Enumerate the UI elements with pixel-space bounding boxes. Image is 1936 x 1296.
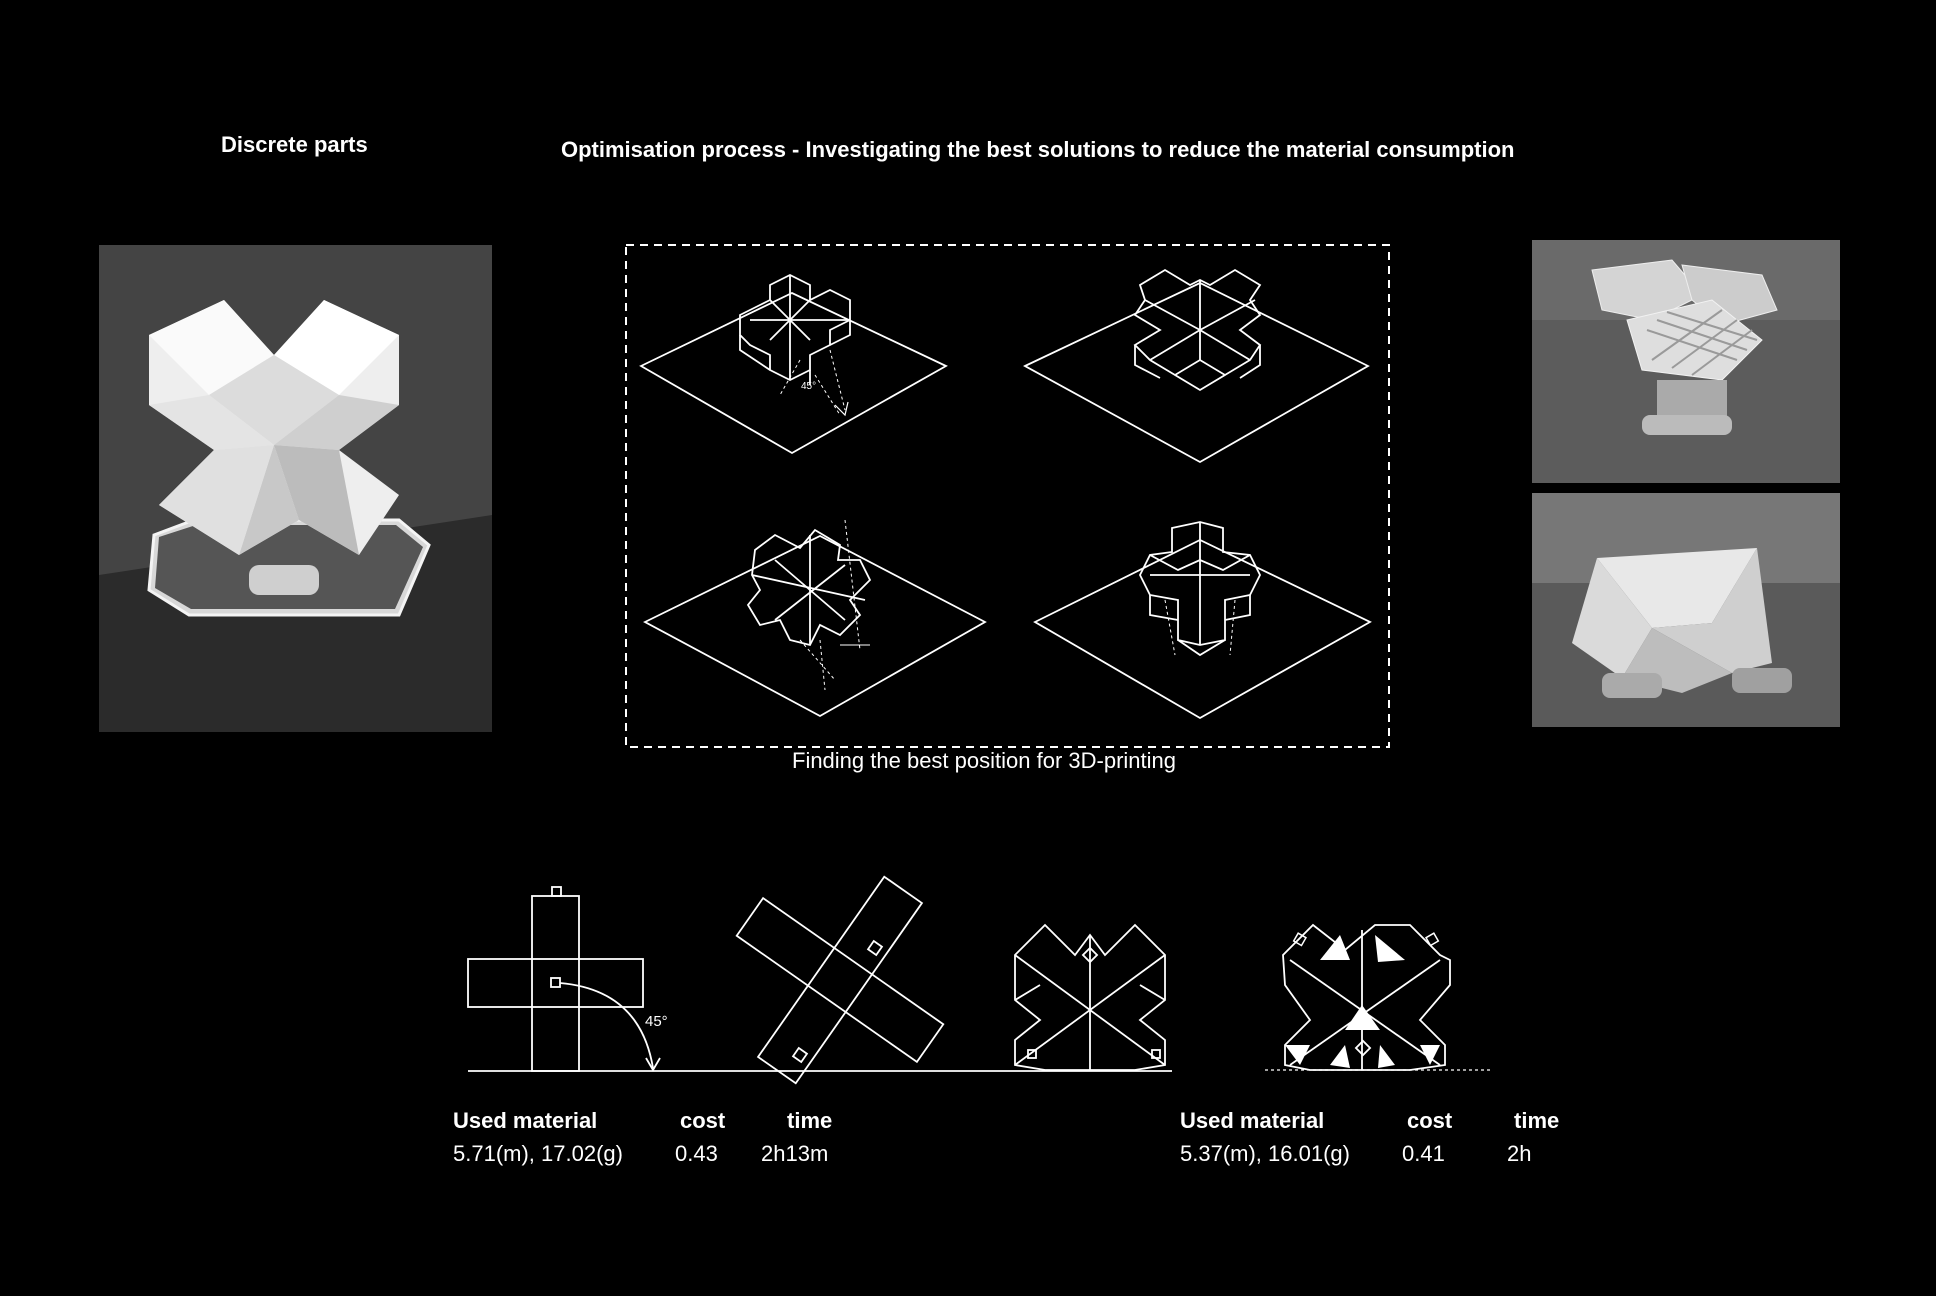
plus-shape-upright bbox=[468, 887, 643, 1071]
build-plane-4 bbox=[1035, 540, 1370, 718]
material-value-right: 5.37(m), 16.01(g) bbox=[1180, 1141, 1350, 1166]
build-plane-3 bbox=[645, 536, 985, 716]
time-value-right: 2h bbox=[1507, 1141, 1532, 1166]
cost-label-left: cost bbox=[680, 1108, 726, 1133]
cross-part-4 bbox=[1140, 522, 1260, 655]
left-title: Discrete parts bbox=[221, 132, 368, 157]
material-value-left: 5.71(m), 17.02(g) bbox=[453, 1141, 623, 1166]
cross-part-1 bbox=[740, 275, 850, 385]
material-label-right: Used material bbox=[1180, 1108, 1325, 1133]
rotation-arrow bbox=[560, 983, 653, 1068]
angle-label-large: 45° bbox=[645, 1013, 668, 1030]
material-label-left: Used material bbox=[453, 1108, 598, 1133]
diagram-caption: Finding the best position for 3D-printing bbox=[792, 748, 1176, 773]
cost-value-right: 0.41 bbox=[1402, 1141, 1445, 1166]
cross-part-3 bbox=[748, 530, 870, 645]
cost-label-right: cost bbox=[1407, 1108, 1453, 1133]
build-plane-2 bbox=[1025, 283, 1368, 462]
cost-value-left: 0.43 bbox=[675, 1141, 718, 1166]
time-label-right: time bbox=[1514, 1108, 1560, 1133]
angle-label-small: 45° bbox=[801, 381, 817, 392]
x-shape-optimised bbox=[1015, 925, 1165, 1070]
time-label-left: time bbox=[787, 1108, 833, 1133]
main-title: Optimisation process - Investigating the best solutions to reduce the material consumption bbox=[561, 137, 1515, 162]
time-value-left: 2h13m bbox=[761, 1141, 829, 1166]
plus-shape-rotated bbox=[687, 827, 993, 1133]
cross-part-2 bbox=[1135, 270, 1260, 390]
